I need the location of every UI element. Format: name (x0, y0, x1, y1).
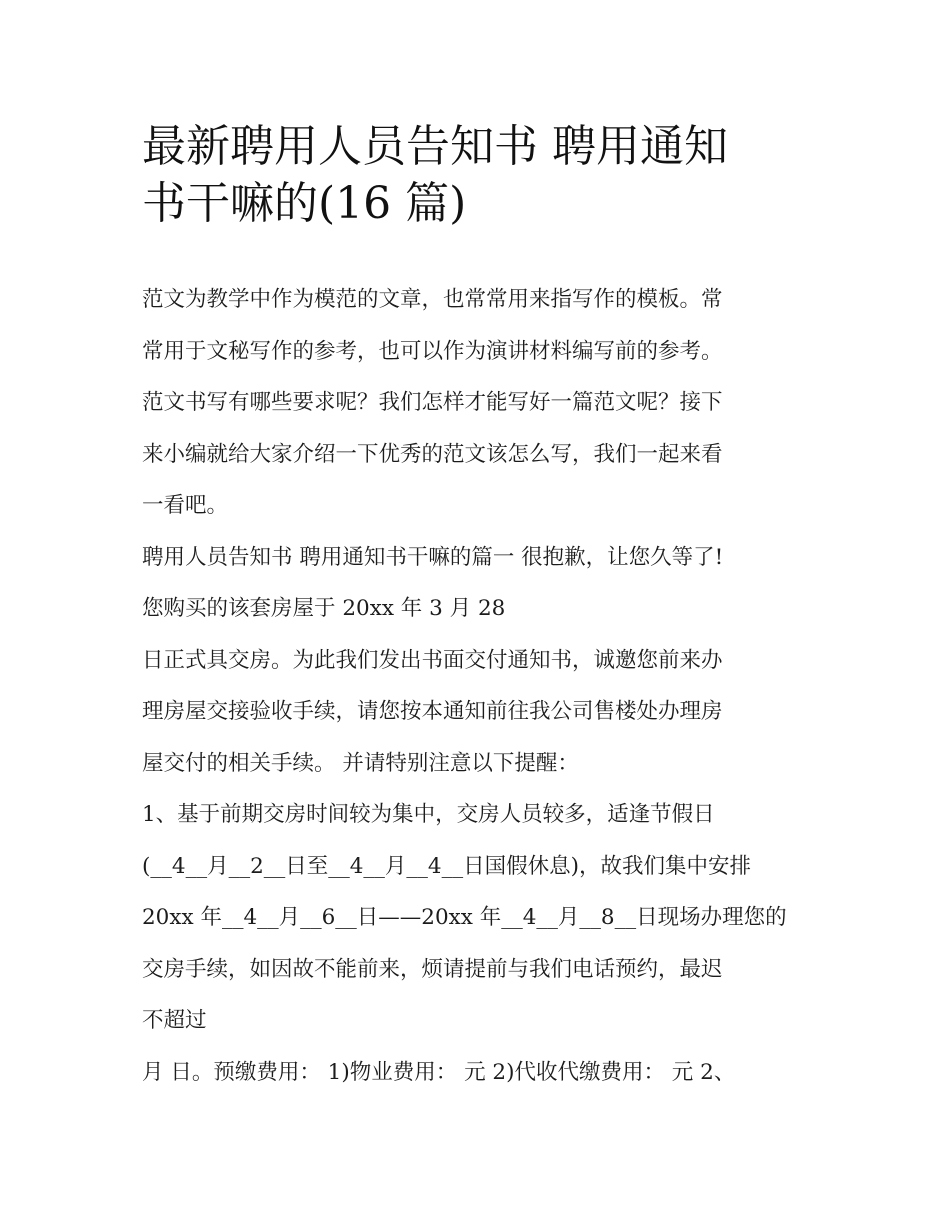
body-line: 1、基于前期交房时间较为集中，交房人员较多，适逢节假日 (142, 802, 715, 827)
body-line: 一看吧。 (142, 493, 229, 518)
body-line: 常用于文秘写作的参考，也可以作为演讲材料编写前的参考。 (142, 338, 723, 364)
title-line-2: 书干嘛的(16 篇) (142, 178, 467, 229)
document-body (142, 282, 832, 1106)
body-line: 来小编就给大家介绍一下优秀的范文该怎么写，我们一起来看 (142, 441, 723, 467)
body-line: 交房手续，如因故不能前来，烦请提前与我们电话预约，最迟 (142, 956, 723, 982)
body-line: (__4__月__2__日至__4__月__4__日国假休息)，故我们集中安排 (142, 853, 751, 879)
body-line: 月 日。预缴费用： 1)物业费用： 元 2)代收代缴费用： 元 2、 (142, 1059, 736, 1085)
body-line: 20xx 年__4__月__6__日——20xx 年__4__月__8__日现场办理您的 (142, 905, 787, 930)
body-line: 日正式具交房。为此我们发出书面交付通知书，诚邀您前来办 (142, 647, 723, 673)
body-line: 屋交付的相关手续。 并请特别注意以下提醒： (142, 750, 579, 776)
body-line: 聘用人员告知书 聘用通知书干嘛的篇一 很抱歉，让您久等了! (142, 544, 724, 570)
body-line: 范文书写有哪些要求呢？我们怎样才能写好一篇范文呢？接下 (142, 390, 723, 415)
body-line: 不超过 (142, 1008, 207, 1033)
body-line: 理房屋交接验收手续，请您按本通知前往我公司售楼处办理房 (142, 699, 723, 724)
document-title (142, 118, 822, 232)
body-line: 您购买的该套房屋于 20xx 年 3 月 28 (142, 596, 506, 621)
title-line-1: 最新聘用人员告知书 聘用通知 (142, 121, 728, 172)
body-line: 范文为教学中作为模范的文章，也常常用来指写作的模板。常 (142, 287, 723, 312)
